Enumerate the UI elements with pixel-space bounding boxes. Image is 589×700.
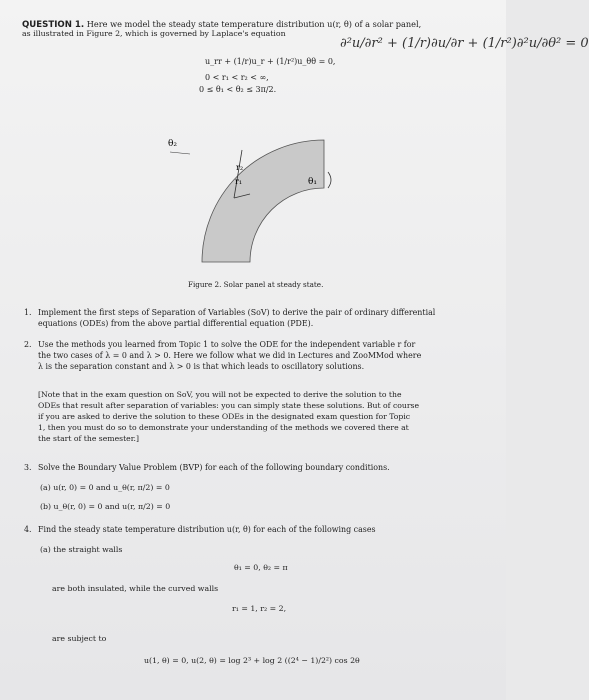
list-item-3: [24, 462, 390, 473]
panel-region: [202, 140, 324, 262]
theta1-arc: [328, 172, 331, 188]
subject-to-text: are subject to: [52, 634, 107, 643]
solar-panel-figure: [150, 120, 350, 275]
curved-walls-text: are both insulated, while the curved walls: [52, 584, 219, 593]
question-intro: Here we model the steady state temperature distribution u(r, θ) of a solar panel,: [86, 19, 422, 29]
question-number: QUESTION 1.: [22, 20, 85, 30]
figure-caption: Figure 2. Solar panel at steady state.: [188, 280, 324, 289]
laplace-equation: u_rr + (1/r)u_r + (1/r²)u_θθ = 0,: [205, 57, 336, 66]
r2-label: r₂: [236, 163, 244, 172]
item-text-continued: λ is the separation constant and λ > 0 is that which leads to oscillatory solutions.: [38, 362, 365, 371]
boundary-condition-equation: u(1, θ) = 0, u(2, θ) = log 2³ + log 2 ((2⁴ − 1)/2²) cos 2θ: [144, 656, 360, 665]
note-line: if you are asked to derive the solution to these ODEs in the designated exam question for Topic: [38, 412, 411, 421]
curved-walls-equation: r₁ = 1, r₂ = 2,: [232, 604, 287, 613]
question-intro-continued: as illustrated in Figure 2, which is governed by Laplace's equation: [22, 29, 286, 38]
r1-label: r₁: [235, 177, 243, 186]
bc-case-b: (b) u_θ(r, 0) = 0 and u(r, π/2) = 0: [40, 502, 171, 511]
item-text-continued: equations (ODEs) from the above partial differential equation (PDE).: [38, 319, 314, 328]
list-item-1: [24, 307, 436, 328]
item-number: 1.: [24, 308, 32, 317]
walls-equation: θ₁ = 0, θ₂ = π: [234, 563, 288, 572]
item-number: 2.: [24, 340, 32, 349]
angle-range: 0 ≤ θ₁ < θ₂ ≤ 3π/2.: [199, 85, 277, 94]
item-text: Solve the Boundary Value Problem (BVP) for each of the following boundary conditions.: [38, 463, 390, 472]
theta1-label: θ₁: [308, 177, 318, 187]
note-line: ODEs that result after separation of variables: you can simply state these solutions. But of course: [38, 401, 420, 410]
theta2-label: θ₂: [168, 139, 178, 149]
bc-case-a: (a) u(r, 0) = 0 and u_θ(r, π/2) = 0: [40, 483, 170, 492]
note-line: 1, then you must do so to demonstrate your understanding of the methods we covered there at: [38, 423, 409, 432]
note-block: [38, 389, 419, 444]
note-line: [Note that in the exam question on SoV, you will not be expected to derive the solution to the: [38, 390, 402, 399]
item-text: Use the methods you learned from Topic 1 to solve the ODE for the independent variable r for: [38, 340, 416, 349]
item-text: Implement the first steps of Separation of Variables (SoV) to derive the pair of ordinary differential: [38, 308, 436, 317]
list-item-4: [24, 524, 376, 535]
item-number: 3.: [24, 463, 32, 472]
list-item-2: [24, 339, 422, 371]
item-text-continued: the two cases of λ = 0 and λ > 0. Here we follow what we did in Lectures and ZooMMod where: [38, 351, 422, 360]
handwritten-equation: ∂²u/∂r² + (1/r)∂u/∂r + (1/r²)∂²u/∂θ² = 0: [340, 36, 589, 51]
item-text: Find the steady state temperature distribution u(r, θ) for each of the following cases: [38, 525, 376, 534]
theta2-marker: [170, 152, 190, 154]
note-line: the start of the semester.]: [38, 434, 139, 443]
case-a-label: (a) the straight walls: [40, 545, 123, 554]
radius-range: 0 < r₁ < r₂ < ∞,: [205, 73, 269, 82]
item-number: 4.: [24, 525, 32, 534]
